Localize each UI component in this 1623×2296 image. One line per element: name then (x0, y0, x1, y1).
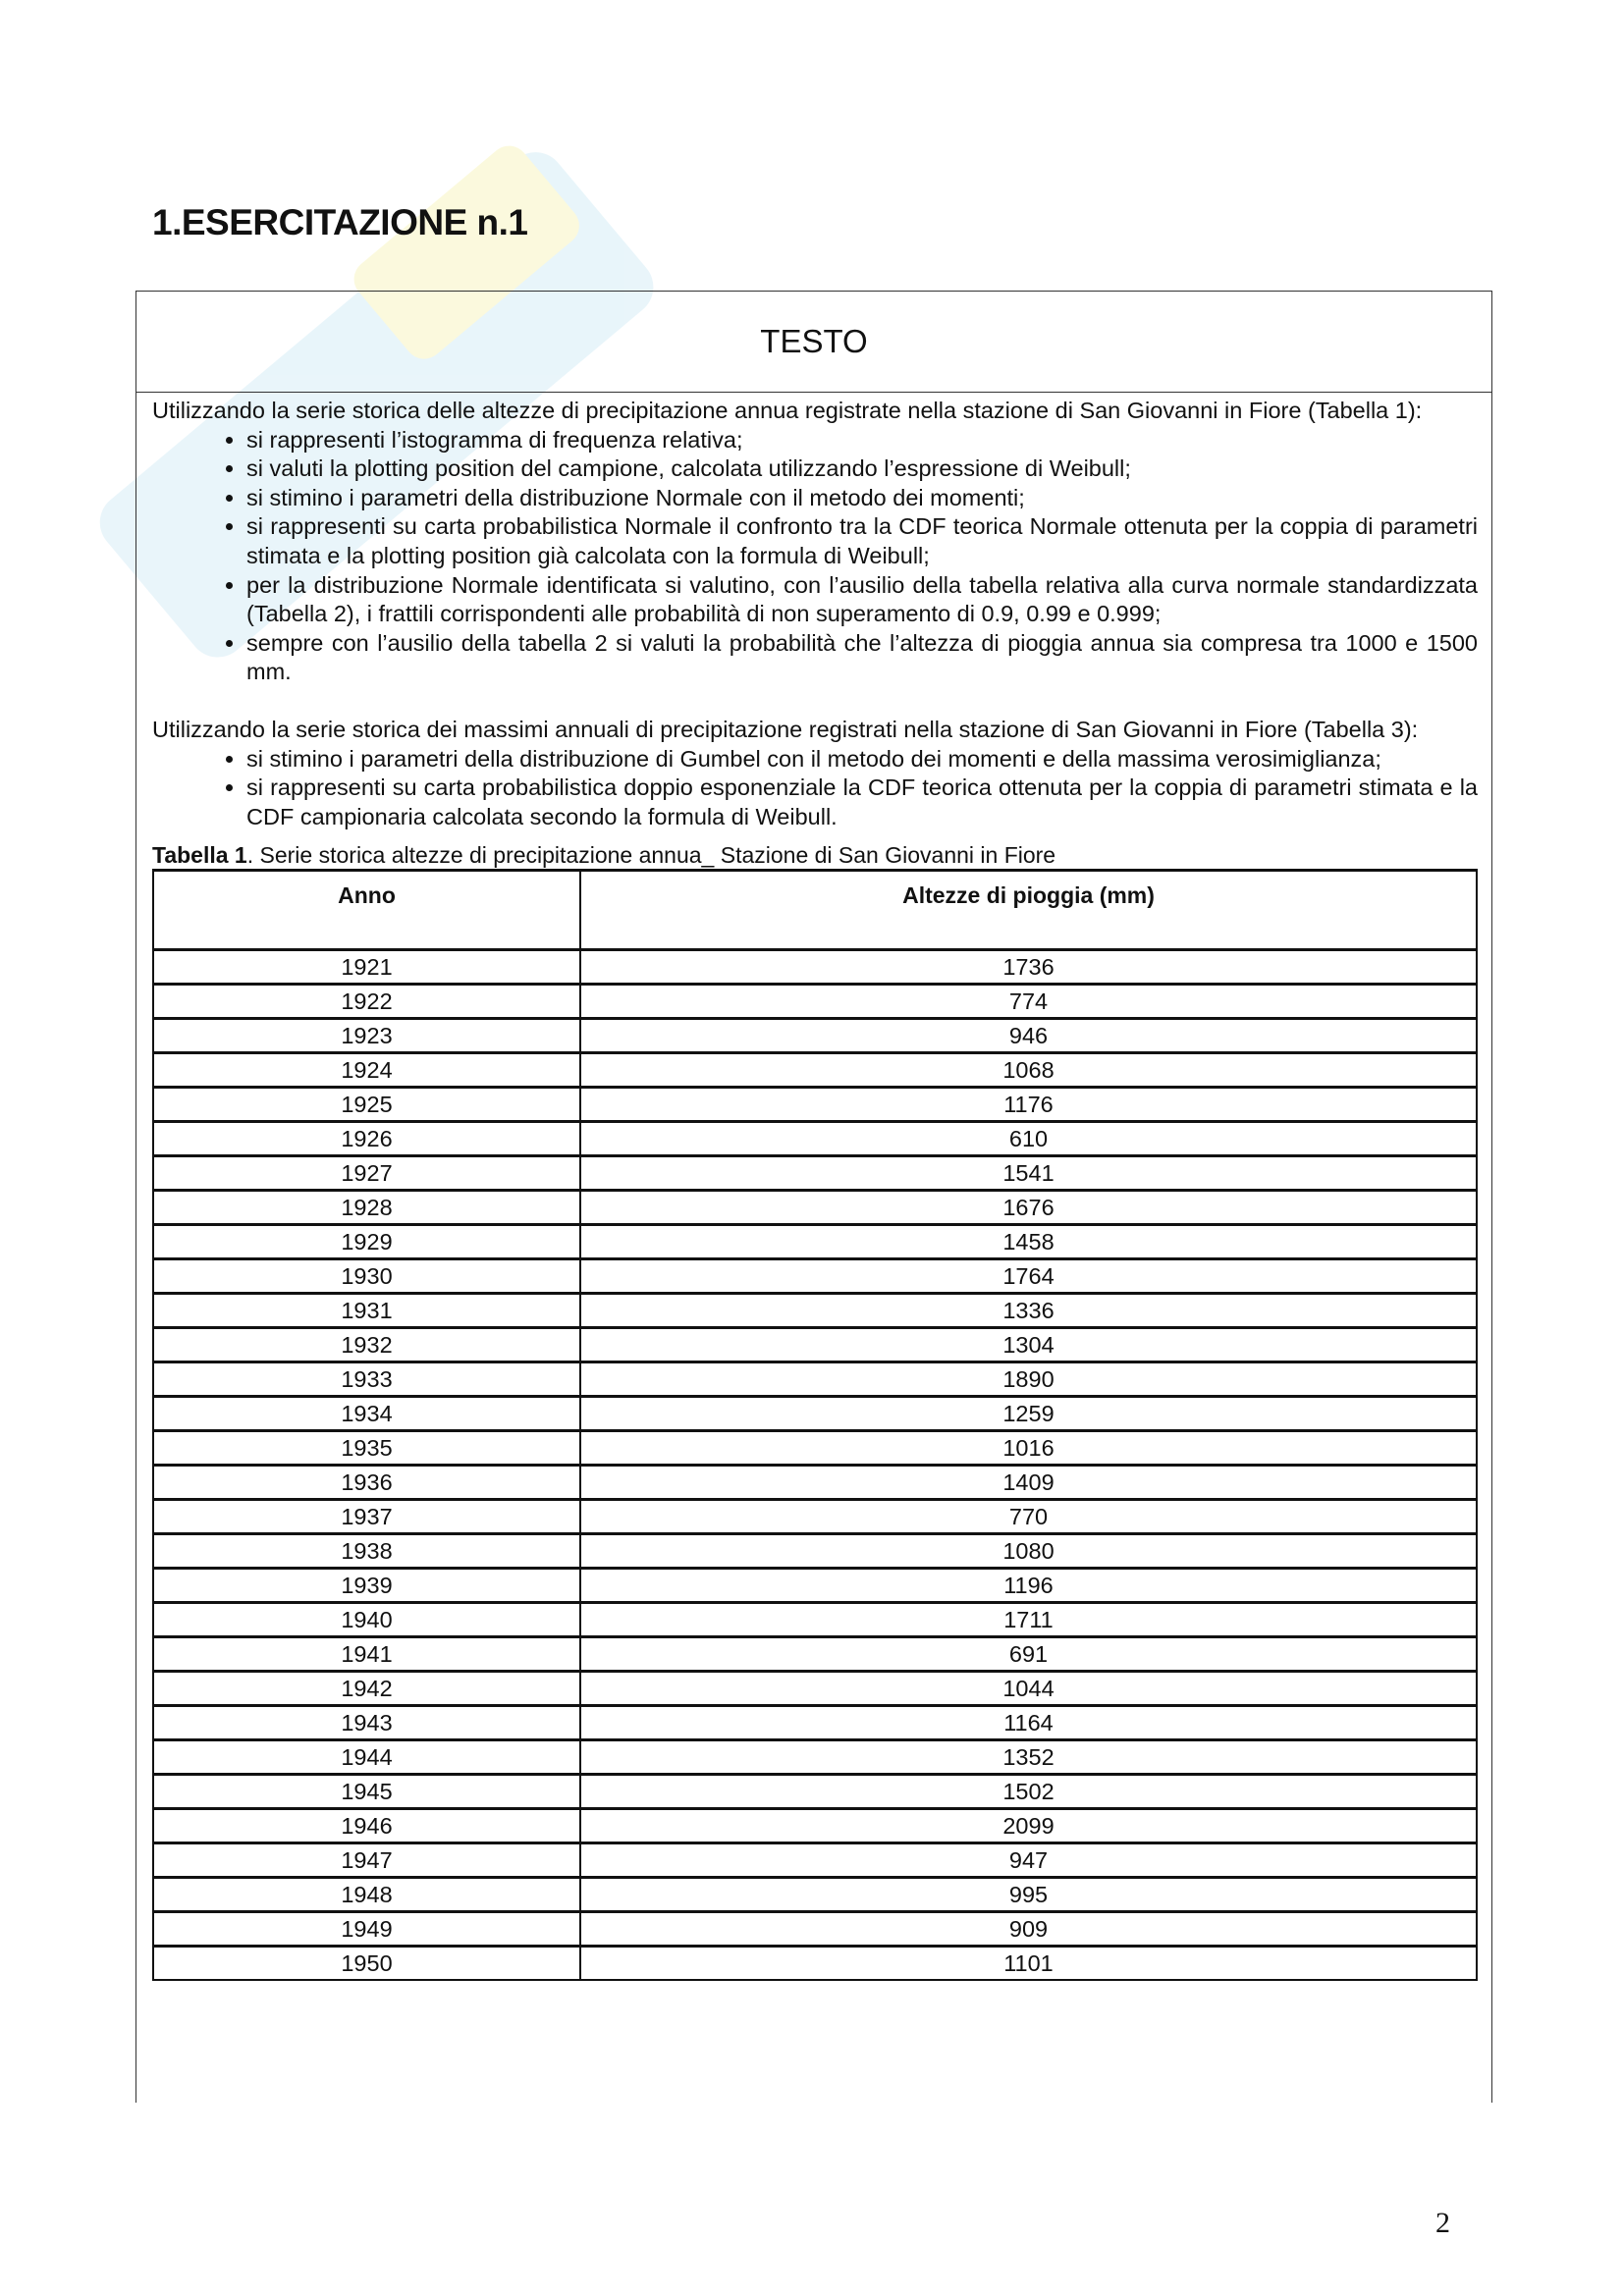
task-item: • si rappresenti su carta probabilistica Normale il confronto tra la CDF teorica Normale ottenuta per la coppia di parametri stimata e la plotting position già calcolata con la formula di Weibull; (246, 512, 1478, 570)
table-row (153, 1740, 1477, 1775)
task-item: • per la distribuzione Normale identificata si valutino, con l’ausilio della tabella relativa alla curva normale standardizzata (Tabella 2), i frattili corrispondenti alle probabilità di non superamento di 0.9, 0.99 e 0.999; (246, 571, 1478, 629)
task-item: • si stimino i parametri della distribuzione di Gumbel con il metodo dei momenti e della massima verosimiglianza; (246, 745, 1478, 774)
year-cell: 1949 (153, 1912, 580, 1947)
table-row (153, 1019, 1477, 1053)
task-item: • si rappresenti l’istogramma di frequenza relativa; (246, 426, 1478, 455)
year-cell: 1937 (153, 1500, 580, 1534)
page-heading: 1.ESERCITAZIONE n.1 (152, 202, 528, 242)
year-cell: 1943 (153, 1706, 580, 1740)
table-row (153, 950, 1477, 985)
table-row (153, 1947, 1477, 1981)
year-cell: 1933 (153, 1362, 580, 1397)
year-cell: 1926 (153, 1122, 580, 1156)
rainfall-cell: 1259 (580, 1397, 1477, 1431)
rainfall-cell: 1409 (580, 1466, 1477, 1500)
year-cell: 1938 (153, 1534, 580, 1569)
year-cell: 1940 (153, 1603, 580, 1637)
intro-paragraph-2: Utilizzando la serie storica dei massimi annuali di precipitazione registrati nella stazione di San Giovanni in Fiore (Tabella 3): (152, 716, 1419, 742)
task-item: • si valuti la plotting position del campione, calcolata utilizzando l’espressione di Weibull; (246, 454, 1478, 484)
year-cell: 1934 (153, 1397, 580, 1431)
table-row (153, 1775, 1477, 1809)
rainfall-cell: 1502 (580, 1775, 1477, 1809)
table-row (153, 1843, 1477, 1878)
table-row (153, 1809, 1477, 1843)
table-row (153, 1191, 1477, 1225)
table-row (153, 1294, 1477, 1328)
exercise-text (136, 393, 1491, 1981)
rainfall-cell: 1336 (580, 1294, 1477, 1328)
table-row (153, 1569, 1477, 1603)
page-number: 2 (1435, 2207, 1450, 2239)
task-item: • si stimino i parametri della distribuzione Normale con il metodo dei momenti; (246, 484, 1478, 513)
rainfall-cell: 1711 (580, 1603, 1477, 1637)
year-cell: 1931 (153, 1294, 580, 1328)
year-cell: 1947 (153, 1843, 580, 1878)
year-cell: 1942 (153, 1672, 580, 1706)
task-list-1 (152, 426, 1478, 687)
table-row (153, 1225, 1477, 1259)
table-row (153, 1706, 1477, 1740)
task-item: • sempre con l’ausilio della tabella 2 si valuti la probabilità che l’altezza di pioggia annua sia compresa tra 1000 e 1500 mm. (246, 629, 1478, 687)
table-row (153, 1431, 1477, 1466)
rainfall-cell: 774 (580, 985, 1477, 1019)
table-caption (152, 841, 1478, 869)
year-cell: 1946 (153, 1809, 580, 1843)
table-row (153, 1672, 1477, 1706)
task-item: • si rappresenti su carta probabilistica doppio esponenziale la CDF teorica ottenuta per la coppia di parametri stimata e la CDF campionaria calcolata secondo la formula di Weibull. (246, 774, 1478, 831)
rainfall-cell: 1736 (580, 950, 1477, 985)
year-cell: 1944 (153, 1740, 580, 1775)
year-cell: 1928 (153, 1191, 580, 1225)
rainfall-cell: 1304 (580, 1328, 1477, 1362)
rainfall-cell: 691 (580, 1637, 1477, 1672)
rainfall-cell: 610 (580, 1122, 1477, 1156)
table-row (153, 1397, 1477, 1431)
header-anno: Anno (153, 871, 580, 950)
rainfall-cell: 1676 (580, 1191, 1477, 1225)
rainfall-cell: 1541 (580, 1156, 1477, 1191)
rainfall-cell: 1044 (580, 1672, 1477, 1706)
rainfall-cell: 995 (580, 1878, 1477, 1912)
rainfall-cell: 1080 (580, 1534, 1477, 1569)
year-cell: 1935 (153, 1431, 580, 1466)
rainfall-cell: 2099 (580, 1809, 1477, 1843)
table-row (153, 1053, 1477, 1088)
year-cell: 1924 (153, 1053, 580, 1088)
precipitation-table (152, 869, 1478, 1981)
year-cell: 1929 (153, 1225, 580, 1259)
table-row (153, 985, 1477, 1019)
rainfall-cell: 1176 (580, 1088, 1477, 1122)
rainfall-cell: 1164 (580, 1706, 1477, 1740)
table-row (153, 1466, 1477, 1500)
table-row (153, 1878, 1477, 1912)
year-cell: 1932 (153, 1328, 580, 1362)
table-caption-label: Tabella 1 (152, 842, 247, 869)
year-cell: 1922 (153, 985, 580, 1019)
year-cell: 1923 (153, 1019, 580, 1053)
rainfall-cell: 1458 (580, 1225, 1477, 1259)
table-row (153, 1362, 1477, 1397)
year-cell: 1950 (153, 1947, 580, 1981)
table-row (153, 1088, 1477, 1122)
rainfall-cell: 909 (580, 1912, 1477, 1947)
year-cell: 1930 (153, 1259, 580, 1294)
year-cell: 1927 (153, 1156, 580, 1191)
rainfall-cell: 946 (580, 1019, 1477, 1053)
year-cell: 1936 (153, 1466, 580, 1500)
table-row (153, 1156, 1477, 1191)
year-cell: 1925 (153, 1088, 580, 1122)
task-list-2 (152, 745, 1478, 832)
table-row (153, 1500, 1477, 1534)
year-cell: 1941 (153, 1637, 580, 1672)
rainfall-cell: 947 (580, 1843, 1477, 1878)
rainfall-cell: 1352 (580, 1740, 1477, 1775)
year-cell: 1939 (153, 1569, 580, 1603)
year-cell: 1945 (153, 1775, 580, 1809)
table-row (153, 1912, 1477, 1947)
rainfall-cell: 1890 (580, 1362, 1477, 1397)
table-row (153, 1603, 1477, 1637)
year-cell: 1921 (153, 950, 580, 985)
rainfall-cell: 770 (580, 1500, 1477, 1534)
rainfall-cell: 1196 (580, 1569, 1477, 1603)
rainfall-cell: 1016 (580, 1431, 1477, 1466)
table-row (153, 1122, 1477, 1156)
box-title: TESTO (136, 292, 1491, 393)
table-caption-text: . Serie storica altezze di precipitazione annua_ Stazione di San Giovanni in Fiore (246, 842, 1056, 869)
rainfall-cell: 1068 (580, 1053, 1477, 1088)
intro-paragraph-1: Utilizzando la serie storica delle altezze di precipitazione annua registrate nella stazione di San Giovanni in Fiore (Tabella 1): (152, 398, 1423, 423)
table-header-row (153, 871, 1477, 950)
header-altezze: Altezze di pioggia (mm) (580, 871, 1477, 950)
rainfall-cell: 1101 (580, 1947, 1477, 1981)
rainfall-cell: 1764 (580, 1259, 1477, 1294)
table-row (153, 1637, 1477, 1672)
table-row (153, 1328, 1477, 1362)
exercise-box (135, 291, 1492, 2103)
table-row (153, 1534, 1477, 1569)
table-row (153, 1259, 1477, 1294)
year-cell: 1948 (153, 1878, 580, 1912)
